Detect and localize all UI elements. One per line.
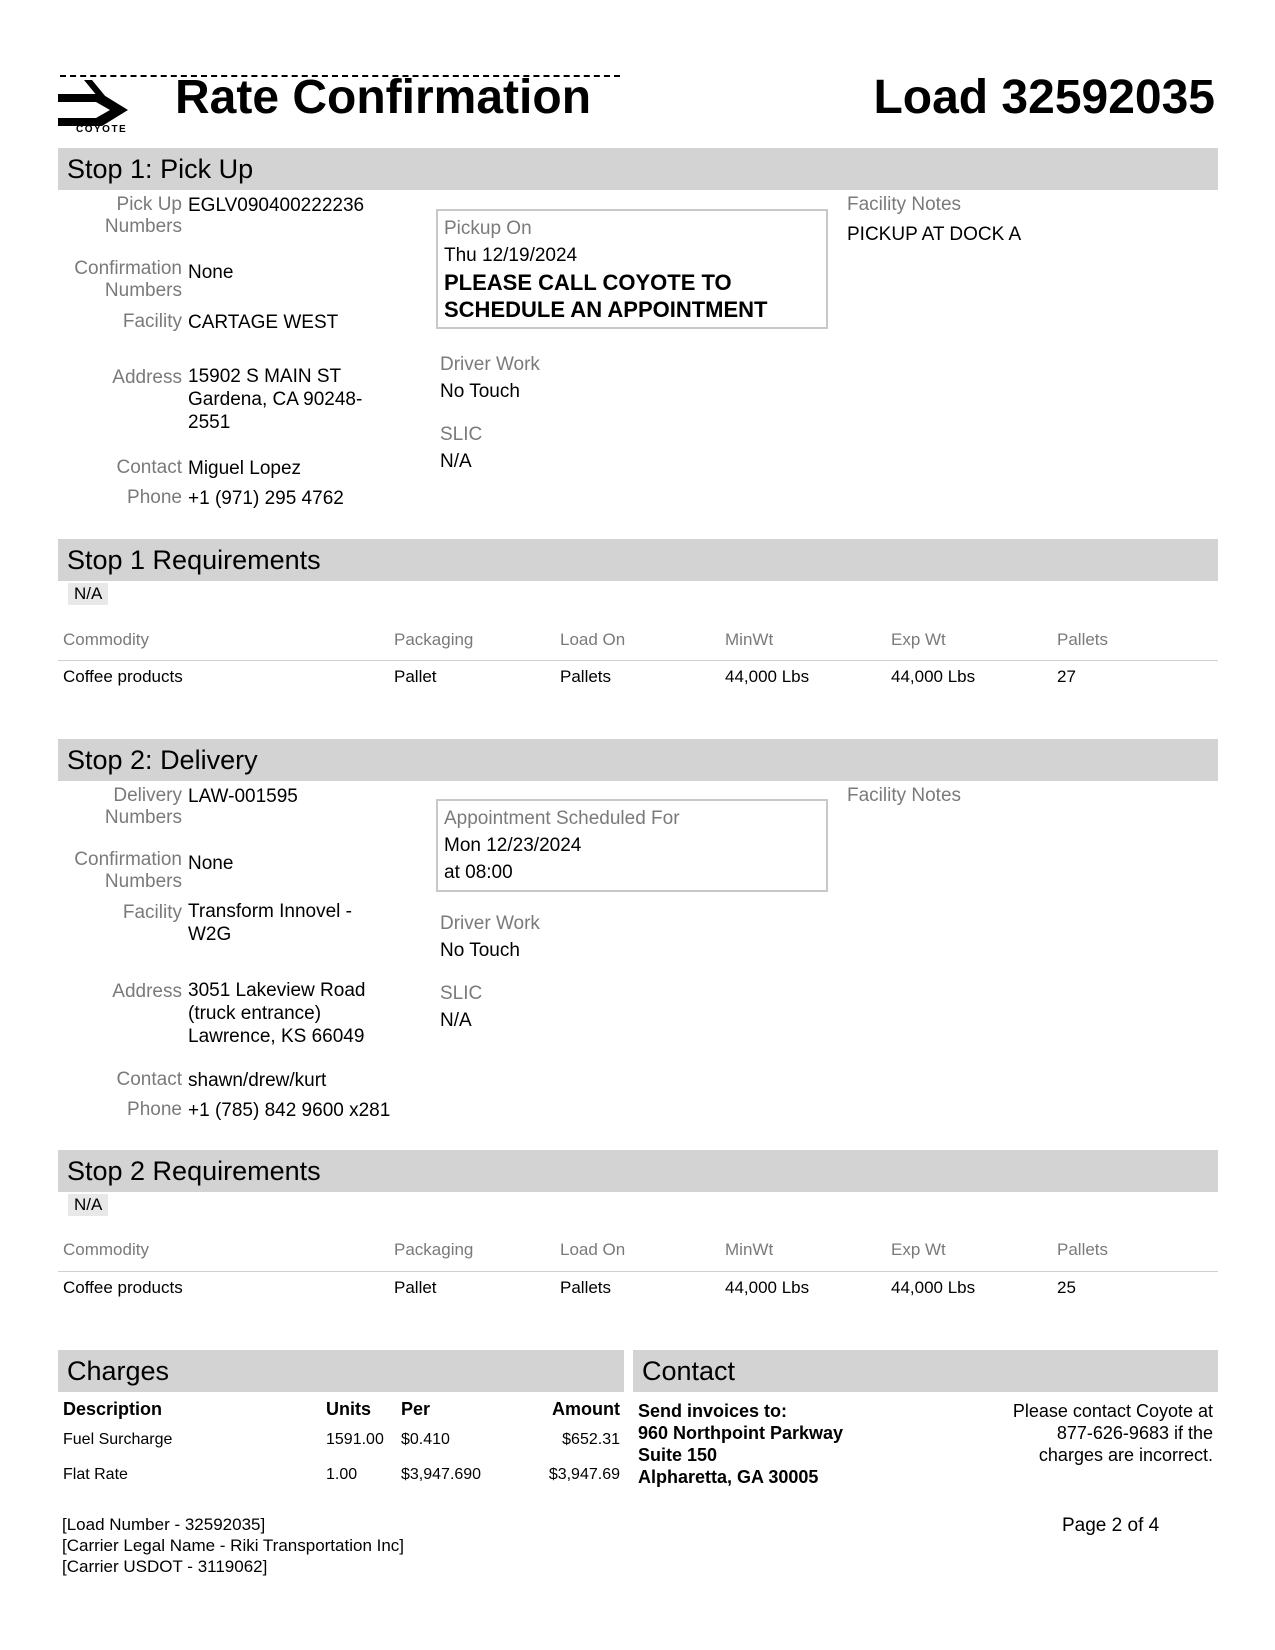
slic-value: N/A [440, 1010, 472, 1031]
charge-row-amount: $3,947.69 [548, 1466, 620, 1483]
pickup-date: Thu 12/19/2024 [444, 245, 578, 266]
col-expwt: Exp Wt [891, 630, 946, 649]
facility-notes-label: Facility Notes [847, 785, 962, 806]
col-load-on: Load On [560, 1240, 626, 1259]
footer-info [62, 1514, 404, 1577]
appointment-label: Appointment Scheduled For [444, 808, 680, 829]
charge-row-units: 1591.00 [326, 1431, 384, 1448]
contact-label: Contact [116, 457, 182, 478]
driver-work-value: No Touch [440, 381, 520, 402]
driver-work-label: Driver Work [440, 354, 540, 375]
col-minwt: MinWt [725, 630, 774, 649]
charge-row-amount: $652.31 [562, 1431, 620, 1448]
address-label: Address [112, 367, 182, 388]
col-load-on: Load On [560, 630, 626, 649]
address-value: 3051 Lakeview Road (truck entrance) Lawrence, KS 66049 [188, 980, 366, 1047]
charge-row-per: $3,947.690 [401, 1466, 482, 1483]
col-pallets: Pallets [1057, 1240, 1109, 1259]
phone-label: Phone [127, 1099, 182, 1120]
cell-commodity: Coffee products [63, 667, 183, 686]
col-commodity: Commodity [63, 1240, 149, 1259]
driver-work-label: Driver Work [440, 913, 540, 934]
cell-minwt: 44,000 Lbs [725, 667, 810, 686]
invoice-address [638, 1400, 843, 1488]
charge-row-description: Fuel Surcharge [63, 1431, 173, 1448]
confirmation-numbers-value: None [188, 262, 234, 283]
pickup-appointment-box [436, 209, 828, 329]
pickup-on-label: Pickup On [444, 218, 532, 239]
cell-packaging: Pallet [394, 667, 437, 686]
phone-value: +1 (971) 295 4762 [188, 488, 344, 509]
cell-packaging: Pallet [394, 1278, 437, 1297]
delivery-appointment-box [436, 799, 828, 892]
cell-load-on: Pallets [560, 1278, 612, 1297]
footer-load-number: [Load Number - 32592035] [62, 1515, 266, 1534]
contact-label: Contact [116, 1069, 182, 1090]
facility-notes-value: PICKUP AT DOCK A [847, 224, 1022, 245]
confirmation-numbers-value: None [188, 853, 234, 874]
cell-minwt: 44,000 Lbs [725, 1278, 810, 1297]
contact-value: Miguel Lopez [188, 458, 302, 479]
phone-label: Phone [127, 487, 182, 508]
delivery-numbers-value: LAW-001595 [188, 786, 298, 807]
charge-row-units: 1.00 [326, 1466, 358, 1483]
charges-col-units: Units [326, 1399, 371, 1419]
stop2-requirements-badge: N/A [68, 1194, 108, 1216]
invoice-address-line1: 960 Northpoint Parkway [638, 1423, 844, 1443]
col-packaging: Packaging [394, 630, 474, 649]
charges-heading: Charges [58, 1350, 624, 1392]
confirmation-numbers-label: Confirmation Numbers [74, 849, 182, 892]
cell-expwt: 44,000 Lbs [891, 1278, 976, 1297]
pickup-appointment-note: PLEASE CALL COYOTE TO SCHEDULE AN APPOINTMENT [444, 270, 768, 322]
cell-commodity: Coffee products [63, 1278, 183, 1297]
charge-row-description: Flat Rate [63, 1466, 128, 1483]
table-divider [58, 660, 1218, 661]
document-title: Rate Confirmation [175, 71, 592, 124]
contact-note: Please contact Coyote at 877-626-9683 if the charges are incorrect. [1012, 1401, 1213, 1465]
charges-col-amount: Amount [552, 1399, 620, 1419]
stop1-heading: Stop 1: Pick Up [58, 148, 1218, 190]
load-number-title: Load 32592035 [873, 71, 1215, 124]
footer-carrier-usdot: [Carrier USDOT - 3119062] [62, 1557, 268, 1576]
contact-value: shawn/drew/kurt [188, 1070, 327, 1091]
col-pallets: Pallets [1057, 630, 1109, 649]
page-number: Page 2 of 4 [1062, 1515, 1160, 1536]
col-minwt: MinWt [725, 1240, 774, 1259]
pickup-numbers-label: Pick Up Numbers [104, 194, 182, 237]
delivery-numbers-label: Delivery Numbers [104, 785, 182, 828]
facility-notes-label: Facility Notes [847, 194, 962, 215]
appointment-date: Mon 12/23/2024 [444, 835, 582, 856]
charges-col-per: Per [401, 1399, 431, 1419]
phone-value: +1 (785) 842 9600 x281 [188, 1100, 391, 1121]
invoice-address-line3: Alpharetta, GA 30005 [638, 1467, 819, 1487]
contact-heading: Contact [633, 1350, 1218, 1392]
cell-pallets: 25 [1057, 1278, 1076, 1297]
footer-carrier-name: [Carrier Legal Name - Riki Transportation Inc] [62, 1536, 405, 1555]
charge-row-per: $0.410 [401, 1431, 450, 1448]
slic-label: SLIC [440, 424, 483, 445]
appointment-time: at 08:00 [444, 862, 513, 883]
stop1-requirements-badge: N/A [68, 583, 108, 605]
slic-value: N/A [440, 451, 472, 472]
col-expwt: Exp Wt [891, 1240, 946, 1259]
col-packaging: Packaging [394, 1240, 474, 1259]
cell-expwt: 44,000 Lbs [891, 667, 976, 686]
driver-work-value: No Touch [440, 940, 520, 961]
facility-value: Transform Innovel - W2G [188, 901, 353, 945]
pickup-numbers-value: EGLV090400222236 [188, 195, 365, 216]
invoice-address-line2: Suite 150 [638, 1445, 718, 1465]
stop2-requirements-heading: Stop 2 Requirements [58, 1150, 1218, 1192]
confirmation-numbers-label: Confirmation Numbers [74, 258, 182, 301]
stop1-requirements-heading: Stop 1 Requirements [58, 539, 1218, 581]
cell-pallets: 27 [1057, 667, 1076, 686]
logo-text: COYOTE [76, 124, 128, 135]
address-value: 15902 S MAIN ST Gardena, CA 90248-2551 [188, 366, 363, 433]
cell-load-on: Pallets [560, 667, 612, 686]
table-divider [58, 1271, 1218, 1272]
col-commodity: Commodity [63, 630, 149, 649]
facility-value: CARTAGE WEST [188, 312, 339, 333]
address-label: Address [112, 981, 182, 1002]
facility-label: Facility [122, 311, 182, 332]
send-invoices-label: Send invoices to: [638, 1401, 788, 1421]
slic-label: SLIC [440, 983, 483, 1004]
facility-label: Facility [122, 902, 182, 923]
stop2-heading: Stop 2: Delivery [58, 739, 1218, 781]
charges-col-description: Description [63, 1399, 163, 1419]
